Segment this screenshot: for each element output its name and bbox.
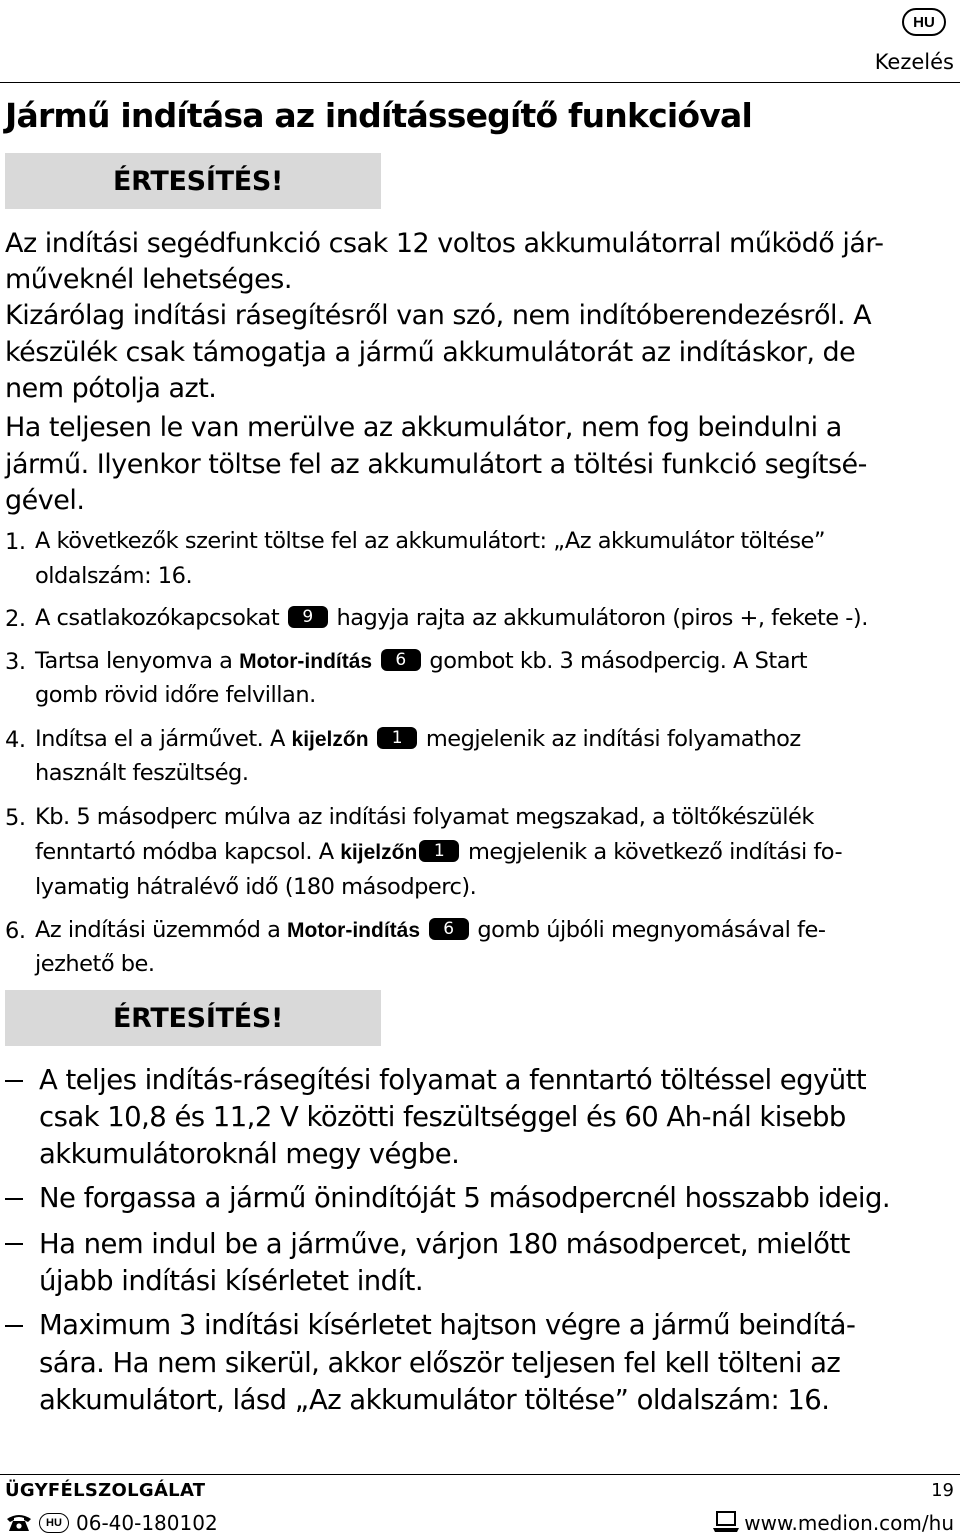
part-number-badge: 9 xyxy=(288,606,328,628)
bullet-text: csak 10,8 és 11,2 V közötti feszültséggel és 60 Ah-nál kisebb xyxy=(39,1101,846,1133)
service-label: ÜGYFÉLSZOLGÁLAT xyxy=(5,1480,206,1501)
footer-rule xyxy=(0,1474,960,1475)
step-text-part: megjelenik a következő indítási fo- xyxy=(467,839,843,865)
step-number: 4. xyxy=(5,727,26,753)
ui-control-name: Motor-indítás xyxy=(239,650,373,673)
ui-control-name: kijelzőn xyxy=(340,841,418,864)
bullet-text: újabb indítási kísérletet indít. xyxy=(39,1265,424,1297)
step-text-part: gombot kb. 3 másodpercig. A Start xyxy=(429,648,808,674)
intro-line: műveknél lehetséges. xyxy=(5,264,292,295)
laptop-icon xyxy=(712,1510,740,1534)
step-text-part: A csatlakozókapcsokat xyxy=(35,605,280,631)
bullet-text: akkumulátoroknál megy végbe. xyxy=(39,1138,460,1170)
website-link[interactable]: www.medion.com/hu xyxy=(744,1511,954,1535)
intro-line: nem pótolja azt. xyxy=(5,373,217,404)
step-text: Kb. 5 másodperc múlva az indítási folyamat megszakad, a töltőkészülék xyxy=(35,804,814,830)
ui-control-name: kijelzőn xyxy=(291,728,369,751)
intro-line: készülék csak támogatja a jármű akkumulátorát az indításkor, de xyxy=(5,337,856,368)
phone-icon xyxy=(5,1512,33,1532)
step-number: 6. xyxy=(5,918,26,944)
step-number: 3. xyxy=(5,649,26,675)
language-badge: HU xyxy=(902,8,946,36)
step-text xyxy=(35,644,807,679)
intro-line: Az indítási segédfunkció csak 12 voltos akkumulátorral működő jár- xyxy=(5,228,884,259)
intro-line: Kizárólag indítási rásegítésről van szó, nem indítóberendezésről. A xyxy=(5,300,872,331)
part-number-badge: 6 xyxy=(381,649,421,671)
step-text-part: gomb újbóli megnyomásával fe- xyxy=(477,917,826,943)
step-text: használt feszültség. xyxy=(35,760,249,786)
bullet-dash xyxy=(5,1198,23,1200)
ui-control-name: Motor-indítás xyxy=(287,919,421,942)
intro-line: Ha teljesen le van merülve az akkumulátor, nem fog beindulni a xyxy=(5,412,842,443)
step-text-part: megjelenik az indítási folyamathoz xyxy=(425,726,801,752)
step-text-part: Az indítási üzemmód a xyxy=(35,917,281,943)
part-number-badge: 1 xyxy=(419,840,459,862)
step-text xyxy=(35,601,868,635)
bullet-text: akkumulátort, lásd „Az akkumulátor töltése” oldalszám: 16. xyxy=(39,1384,830,1416)
notice-label: ÉRTESÍTÉS! xyxy=(113,1002,283,1034)
notice-box-1 xyxy=(5,153,381,209)
part-number-badge: 6 xyxy=(429,918,469,940)
section-label: Kezelés xyxy=(874,50,954,74)
step-text-part: fenntartó módba kapcsol. A xyxy=(35,839,334,865)
phone-number[interactable]: 06-40-180102 xyxy=(76,1511,218,1535)
step-text-part: Indítsa el a járművet. A xyxy=(35,726,285,752)
part-number-badge: 1 xyxy=(377,727,417,749)
header-rule xyxy=(0,82,960,83)
step-text xyxy=(35,722,801,757)
step-text: gomb rövid időre felvillan. xyxy=(35,682,316,708)
country-badge: HU xyxy=(39,1513,69,1533)
bullet-text: Ha nem indul be a járműve, várjon 180 másodpercet, mielőtt xyxy=(39,1228,850,1260)
intro-line: jármű. Ilyenkor töltse fel az akkumulátort a töltési funkció segítsé- xyxy=(5,449,867,480)
step-text xyxy=(35,835,842,870)
bullet-dash xyxy=(5,1325,23,1327)
bullet-dash xyxy=(5,1243,23,1245)
bullet-text: Ne forgassa a jármű önindítóját 5 másodpercnél hosszabb ideig. xyxy=(39,1182,891,1214)
notice-box-2 xyxy=(5,990,381,1046)
step-text: A következők szerint töltse fel az akkumulátort: „Az akkumulátor töltése” xyxy=(35,528,826,554)
step-text: jezhető be. xyxy=(35,951,155,977)
notice-label: ÉRTESÍTÉS! xyxy=(113,165,283,197)
intro-line: gével. xyxy=(5,485,85,516)
step-text-part: Tartsa lenyomva a xyxy=(35,648,233,674)
step-text: lyamatig hátralévő idő (180 másodperc). xyxy=(35,874,477,900)
bullet-dash xyxy=(5,1080,23,1082)
step-number: 1. xyxy=(5,529,26,555)
step-number: 2. xyxy=(5,606,26,632)
page-title: Jármű indítása az indítássegítő funkcióval xyxy=(5,96,752,135)
step-text xyxy=(35,913,825,948)
step-text-part: hagyja rajta az akkumulátoron (piros +, fekete -). xyxy=(336,605,868,631)
bullet-text: sára. Ha nem sikerül, akkor először teljesen fel kell tölteni az xyxy=(39,1347,841,1379)
step-text: oldalszám: 16. xyxy=(35,563,193,589)
page-number: 19 xyxy=(931,1480,954,1501)
step-number: 5. xyxy=(5,805,26,831)
bullet-text: A teljes indítás-rásegítési folyamat a fenntartó töltéssel együtt xyxy=(39,1064,867,1096)
bullet-text: Maximum 3 indítási kísérletet hajtson végre a jármű beindítá- xyxy=(39,1309,856,1341)
